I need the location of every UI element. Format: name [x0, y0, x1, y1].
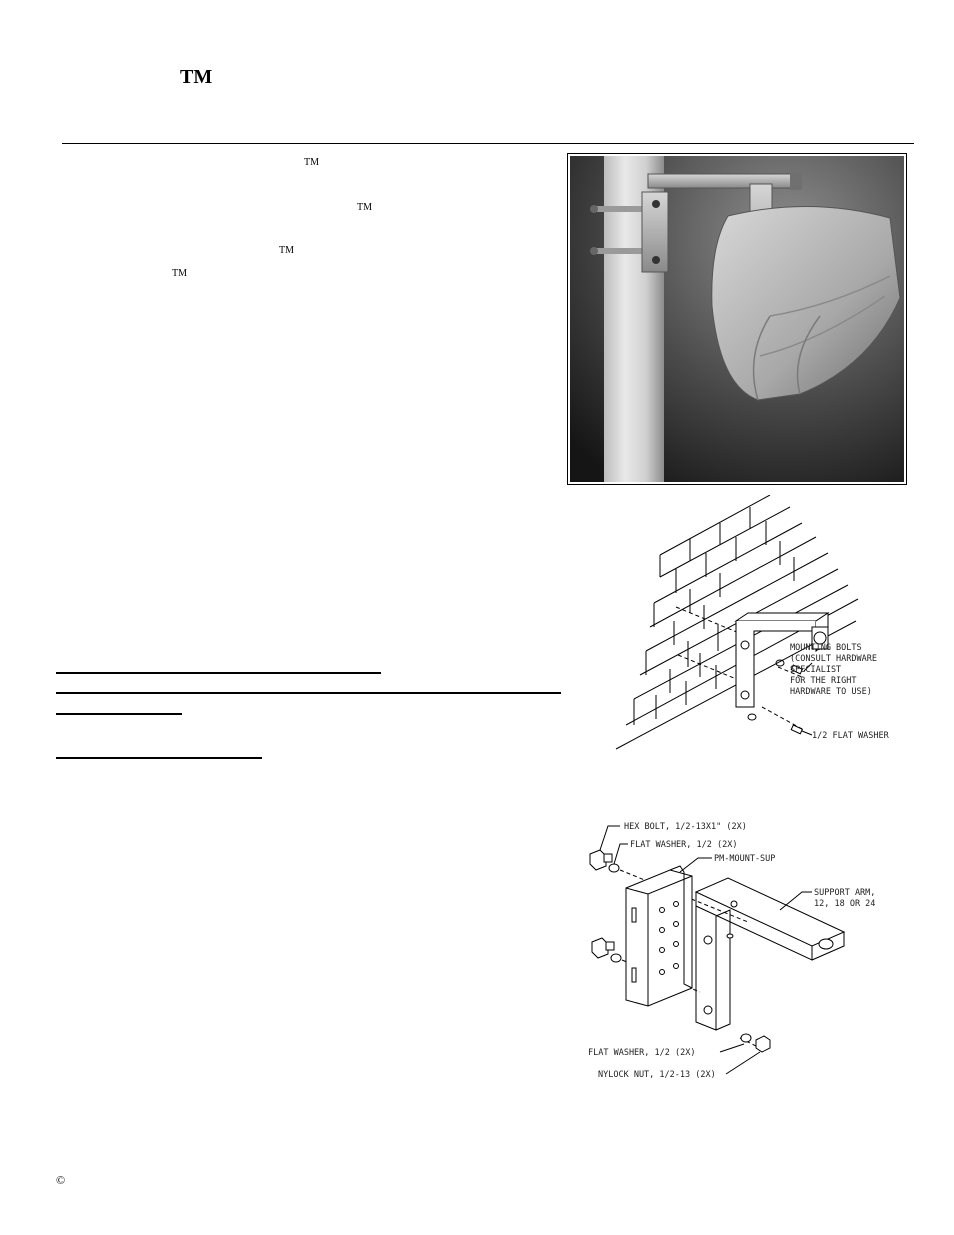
body-tm-4: TM	[172, 268, 187, 279]
body-tm-1: TM	[304, 157, 319, 168]
footer-copyright: ©	[56, 1173, 66, 1187]
exploded-label-support-arm-1: SUPPORT ARM,	[814, 888, 876, 898]
wall-label-washer: 1/2 FLAT WASHER	[812, 731, 889, 741]
wall-label-mounting-2: (CONSULT HARDWARE	[790, 654, 877, 664]
header-rule	[62, 143, 914, 144]
header-trademark: TM	[180, 66, 213, 88]
exploded-label-flat-washer-top: FLAT WASHER, 1/2 (2X)	[630, 840, 738, 850]
exploded-label-flat-washer-bottom: FLAT WASHER, 1/2 (2X)	[588, 1048, 696, 1058]
body-tm-2: TM	[357, 202, 372, 213]
underline-2	[56, 692, 561, 694]
exploded-label-mount: PM-MOUNT-SUP	[714, 854, 776, 864]
underline-4	[56, 757, 262, 759]
underline-3	[56, 713, 182, 715]
exploded-label-hex-bolt: HEX BOLT, 1/2-13X1" (2X)	[624, 822, 747, 832]
underline-1	[56, 672, 381, 674]
wall-label-mounting-3: SPECIALIST	[790, 665, 842, 675]
wall-label-mounting-1: MOUNTING BOLTS	[790, 643, 862, 653]
exploded-label-nylock: NYLOCK NUT, 1/2-13 (2X)	[598, 1070, 716, 1080]
product-photo-frame	[567, 153, 907, 485]
body-tm-3: TM	[279, 245, 294, 256]
exploded-label-support-arm-2: 12, 18 OR 24	[814, 899, 876, 909]
product-photo	[570, 156, 904, 482]
wall-label-mounting-5: HARDWARE TO USE)	[790, 687, 872, 697]
exploded-hardware-diagram	[580, 812, 890, 1082]
wall-mount-diagram	[612, 495, 912, 760]
wall-label-mounting-4: FOR THE RIGHT	[790, 676, 857, 686]
